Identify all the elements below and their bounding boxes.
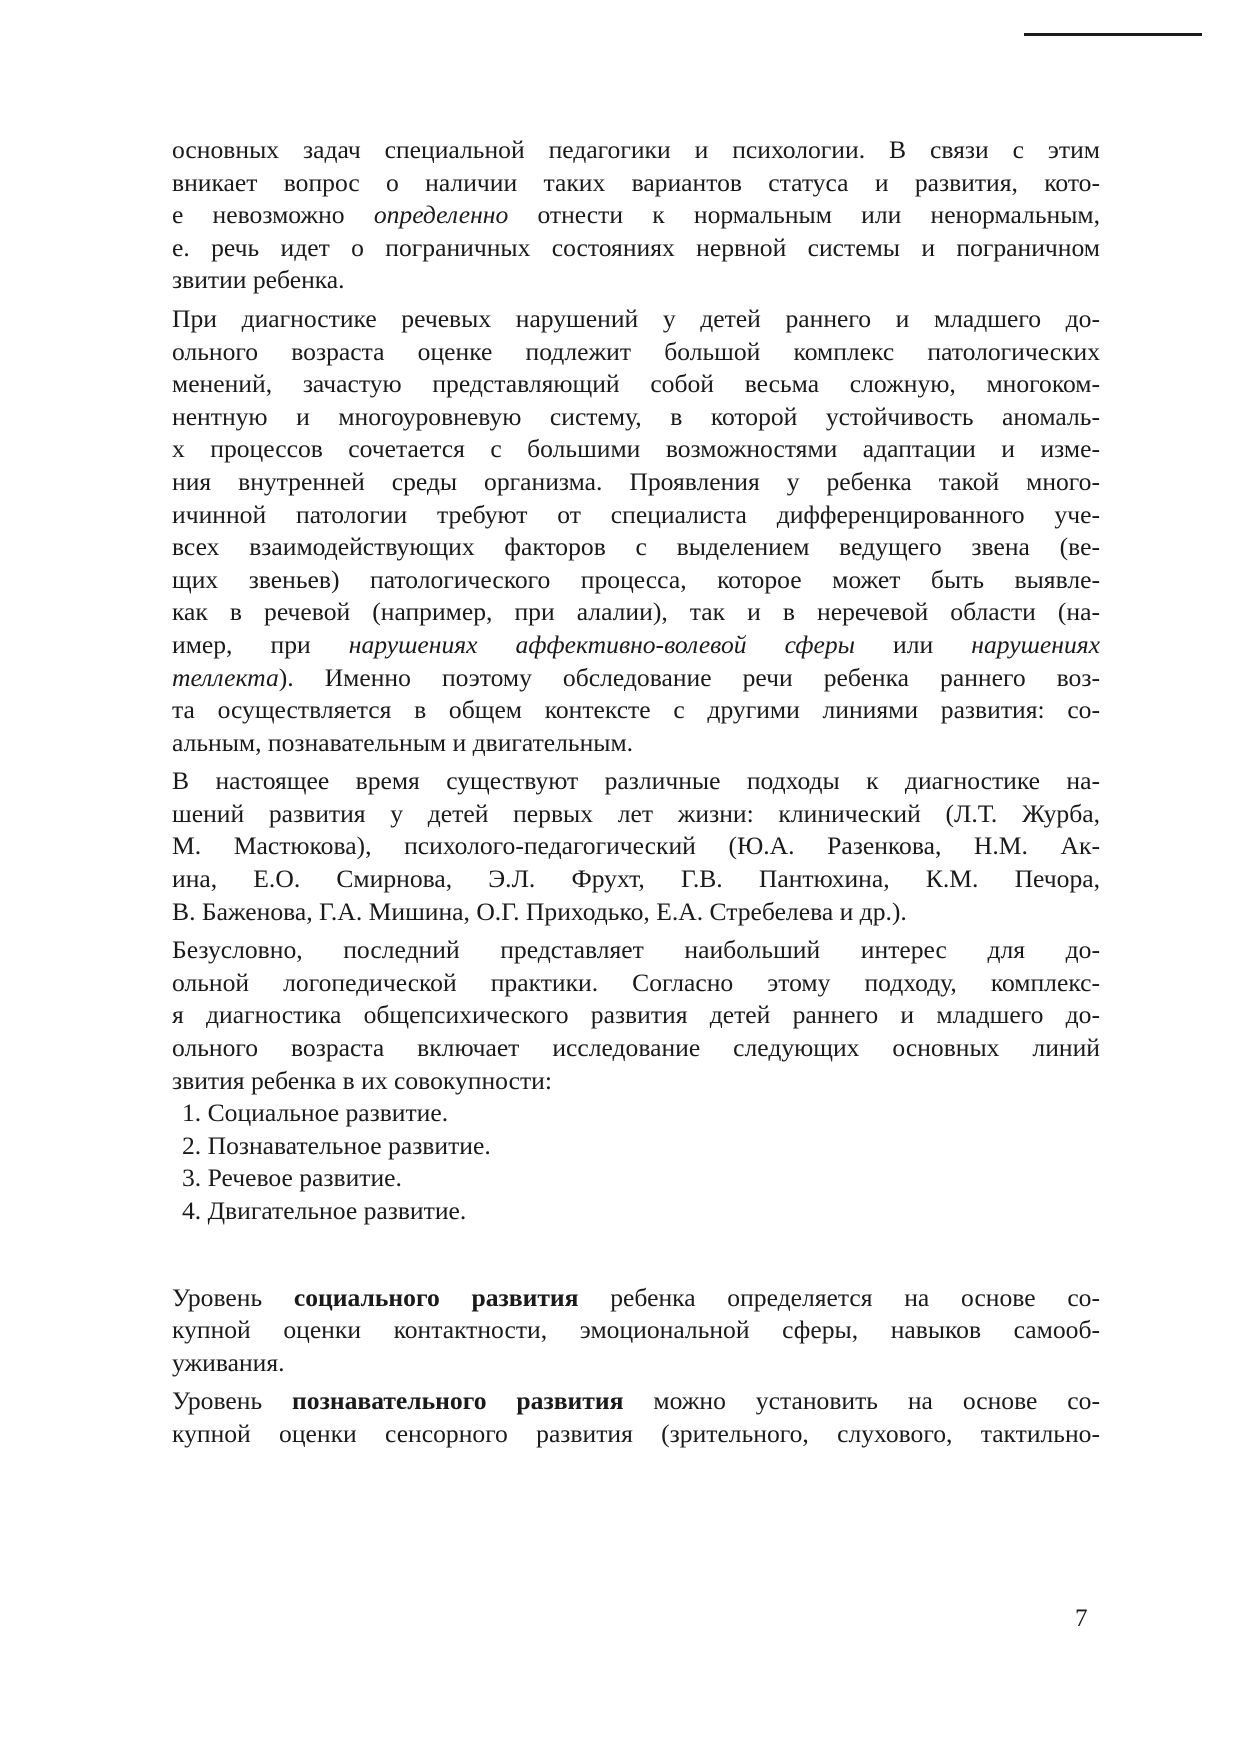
text-line: альным, познавательным и двигательным.	[172, 727, 634, 757]
italic-emphasis: нарушениях	[971, 629, 1101, 659]
text-run: можно установить на основе со-	[623, 1386, 1100, 1416]
text-run: имер, при	[172, 629, 349, 659]
text-line: щих звеньев) патологического процесса, которое может быть выявле-	[172, 564, 1100, 594]
text-line: М. Мастюкова), психолого-педагогический (Ю.А. Разенкова, Н.М. Ак-	[172, 831, 1100, 861]
text-line: звитии ребенка.	[172, 265, 345, 295]
text-line: купной оценки контактности, эмоциональной сферы, навыков самооб-	[172, 1315, 1100, 1345]
paragraph	[172, 1282, 1100, 1380]
list-item: 2. Познавательное развитие.	[182, 1130, 491, 1160]
text-line: ния внутренней среды организма. Проявления у ребенка такой много-	[172, 466, 1100, 496]
text-line: В. Баженова, Г.А. Мишина, О.Г. Приходько, Е.А. Стребелева и др.).	[172, 896, 907, 926]
text-line: всех взаимодействующих факторов с выделением ведущего звена (ве-	[172, 532, 1100, 562]
body-text	[172, 134, 1100, 1451]
text-line	[172, 199, 1100, 232]
list-item: 1. Социальное развитие.	[182, 1098, 449, 1128]
text-line: уживания.	[172, 1347, 285, 1377]
text-line: купной оценки сенсорного развития (зрительного, слухового, тактильно-	[172, 1418, 1100, 1448]
text-line	[172, 1282, 1100, 1315]
list-item: 4. Двигательное развитие.	[182, 1196, 467, 1225]
page-number: 7	[1075, 1605, 1088, 1632]
text-line: я диагностика общепсихического развития детей раннего и младшего до-	[172, 1000, 1100, 1030]
text-run: отнести к нормальным или ненормальным,	[508, 200, 1100, 230]
text-line: менений, зачастую представляющий собой весьма сложную, многоком-	[172, 369, 1100, 399]
text-line: звития ребенка в их совокупности:	[172, 1065, 552, 1095]
text-line: При диагностике речевых нарушений у детей раннего и младшего до-	[172, 303, 1100, 333]
development-lines-list	[172, 1097, 1100, 1227]
text-line: В настоящее время существуют различные подходы к диагностике на-	[172, 766, 1100, 796]
text-line: как в речевой (например, при алалии), так и в неречевой области (на-	[172, 597, 1100, 627]
header-rule	[1024, 33, 1202, 36]
italic-emphasis: определенно	[373, 200, 509, 230]
text-run: е невозможно	[172, 200, 374, 230]
text-line: ольного возраста оценке подлежит большой комплекс патологических	[172, 336, 1100, 366]
text-line: основных задач специальной педагогики и психологии. В связи с этим	[172, 135, 1100, 164]
text-line: е. речь идет о пограничных состояниях нервной системы и пограничном	[172, 232, 1100, 262]
text-line: ольной логопедической практики. Согласно этому подходу, комплекс-	[172, 967, 1100, 997]
text-run: Уровень	[172, 1282, 294, 1312]
paragraph	[172, 765, 1100, 928]
bold-term: познавательного развития	[292, 1386, 624, 1416]
text-run: ). Именно поэтому обследование речи ребенка раннего воз-	[278, 662, 1100, 692]
text-run: ребенка определяется на основе со-	[578, 1282, 1101, 1312]
text-line	[172, 1385, 1100, 1418]
text-line: нентную и многоуровневую систему, в которой устойчивость аномаль-	[172, 401, 1100, 431]
text-line: вникает вопрос о наличии таких вариантов статуса и развития, кото-	[172, 167, 1100, 197]
list-item: 3. Речевое развитие.	[182, 1163, 402, 1193]
paragraph	[172, 1385, 1100, 1450]
text-line: ольного возраста включает исследование следующих основных линий	[172, 1033, 1100, 1063]
text-line: х процессов сочетается с большими возможностями адаптации и изме-	[172, 434, 1100, 464]
paragraph	[172, 303, 1100, 759]
text-line: та осуществляется в общем контексте с другими линиями развития: со-	[172, 695, 1100, 725]
paragraph	[172, 134, 1100, 297]
text-run: Уровень	[172, 1386, 293, 1416]
text-line	[172, 662, 1100, 695]
italic-emphasis: нарушениях аффективно-волевой сферы	[348, 629, 855, 659]
text-line	[172, 629, 1100, 662]
italic-emphasis: теллекта	[172, 662, 279, 692]
text-line: Безусловно, последний представляет наибольший интерес для до-	[172, 935, 1100, 965]
text-run: или	[854, 629, 972, 659]
paragraph	[172, 934, 1100, 1097]
bold-term: социального развития	[293, 1282, 579, 1312]
text-line: шений развития у детей первых лет жизни: клинический (Л.Т. Журба,	[172, 798, 1100, 828]
text-line: ичинной патологии требуют от специалиста дифференцированного уче-	[172, 499, 1100, 529]
text-line: ина, Е.О. Смирнова, Э.Л. Фрухт, Г.В. Пантюхина, К.М. Печора,	[172, 864, 1100, 894]
